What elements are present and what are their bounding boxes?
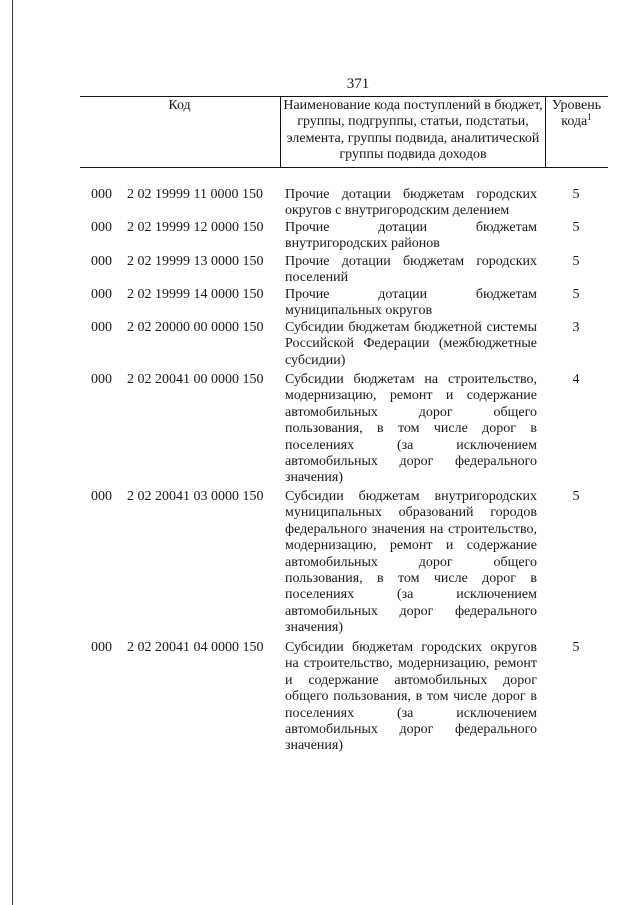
income-code: 2 02 19999 14 0000 150 <box>127 287 264 302</box>
code-level: 5 <box>572 220 580 235</box>
page-number: 371 <box>346 76 370 92</box>
income-name: Субсидии бюджетам бюджетной системы Российской Федерации (межбюджетные субсидии) <box>285 320 537 368</box>
admin-code: 000 <box>91 187 112 202</box>
header-name-label: Наименование кода поступлений в бюджет, группы, подгруппы, статьи, подстатьи, элемента, группы подвида, аналитической группы подвида доходов <box>283 98 543 163</box>
header-level-text <box>545 97 608 131</box>
header-code-cell <box>80 97 279 167</box>
code-level: 3 <box>572 320 580 335</box>
header-level-cell <box>545 97 608 167</box>
income-name: Прочие дотации бюджетам городских округов с внутригородским делением <box>285 187 537 219</box>
admin-code: 000 <box>91 220 112 235</box>
income-name: Субсидии бюджетам городских округов на строительство, модернизацию, ремонт и содержание автомобильных дорог общего пользования, в том числе дорог в поселениях (за исключением автомобильных дорог федерального значения) <box>285 640 537 754</box>
income-name: Субсидии бюджетам внутригородских муниципальных образований городов федерального значения на строительство, модернизацию, ремонт и содержание автомобильных дорог общего пользования, в том числе дорог в поселениях (за исключением автомобильных дорог федерального значения) <box>285 489 537 636</box>
income-code: 2 02 19999 12 0000 150 <box>127 220 264 235</box>
admin-code: 000 <box>91 640 112 655</box>
income-code: 2 02 20000 00 0000 150 <box>127 320 264 335</box>
table-header <box>80 96 608 168</box>
header-level-footnote: 1 <box>587 112 592 123</box>
code-level: 5 <box>572 640 580 655</box>
code-level: 5 <box>572 287 580 302</box>
income-name: Субсидии бюджетам на строительство, модернизацию, ремонт и содержание автомобильных дорог общего пользования, в том числе дорог в поселениях (за исключением автомобильных дорог федерального значения) <box>285 372 537 486</box>
admin-code: 000 <box>91 489 112 504</box>
income-code: 2 02 20041 00 0000 150 <box>127 372 264 387</box>
admin-code: 000 <box>91 254 112 269</box>
code-level: 5 <box>572 254 580 269</box>
admin-code: 000 <box>91 320 112 335</box>
header-level-label: Уровень кода <box>551 98 602 130</box>
code-level: 5 <box>572 187 580 202</box>
income-code: 2 02 19999 13 0000 150 <box>127 254 264 269</box>
header-name-cell <box>280 97 546 167</box>
income-name: Прочие дотации бюджетам городских поселений <box>285 254 537 286</box>
income-code: 2 02 20041 03 0000 150 <box>127 489 264 504</box>
code-level: 5 <box>572 489 580 504</box>
header-code-label: Код <box>168 98 191 113</box>
code-level: 4 <box>572 372 580 387</box>
income-code: 2 02 19999 11 0000 150 <box>127 187 263 202</box>
page-edge-line <box>12 0 13 905</box>
admin-code: 000 <box>91 372 112 387</box>
income-code: 2 02 20041 04 0000 150 <box>127 640 264 655</box>
admin-code: 000 <box>91 287 112 302</box>
income-name: Прочие дотации бюджетам внутригородских районов <box>285 220 537 252</box>
income-name: Прочие дотации бюджетам муниципальных округов <box>285 287 537 319</box>
